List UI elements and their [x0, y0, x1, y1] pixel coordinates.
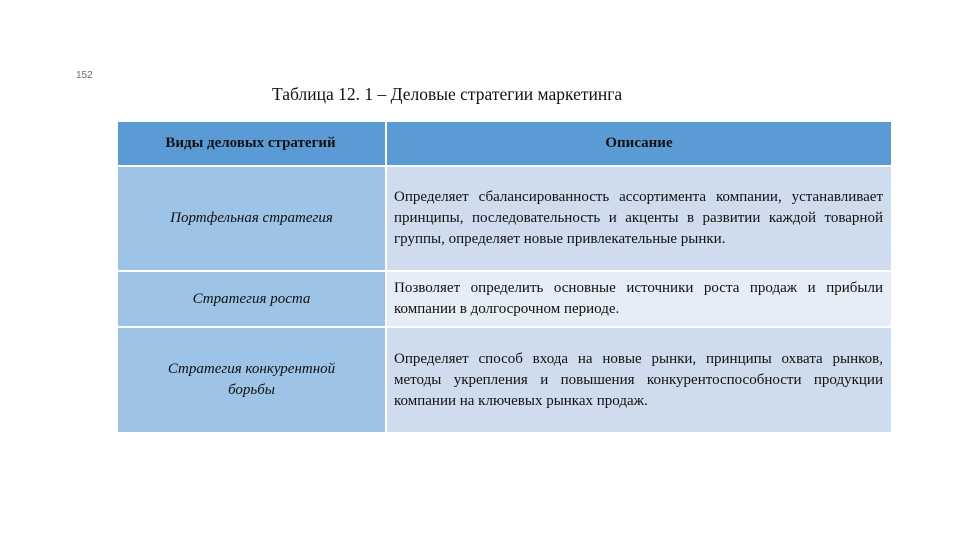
- strategy-description-cell: Позволяет определить основные источники роста продаж и прибыли компании в долгосрочном периоде.: [386, 271, 891, 327]
- table-header-row: [118, 122, 891, 166]
- strategy-description-cell: Определяет способ входа на новые рынки, принципы охвата рынков, методы укрепления и повышения конкурентоспособности продукции компании на ключевых рынках продаж.: [386, 327, 891, 432]
- strategy-description-cell: Определяет сбалансированность ассортимента компании, устанавливает принципы, последовательность и акценты в развитии каждой товарной группы, определяет новые привлекательные рынки.: [386, 166, 891, 271]
- strategy-name-cell: Стратегия конкурентной борьбы: [118, 327, 386, 432]
- strategy-name-cell: Портфельная стратегия: [118, 166, 386, 271]
- strategy-name-cell: Стратегия роста: [118, 271, 386, 327]
- strategies-table: [118, 122, 891, 432]
- page-number: 152: [76, 70, 93, 81]
- header-strategy-types: Виды деловых стратегий: [118, 122, 386, 166]
- table-row: [118, 327, 891, 432]
- table-row: [118, 166, 891, 271]
- table-row: [118, 271, 891, 327]
- table-caption: Таблица 12. 1 – Деловые стратегии маркетинга: [272, 84, 623, 104]
- header-description: Описание: [386, 122, 891, 166]
